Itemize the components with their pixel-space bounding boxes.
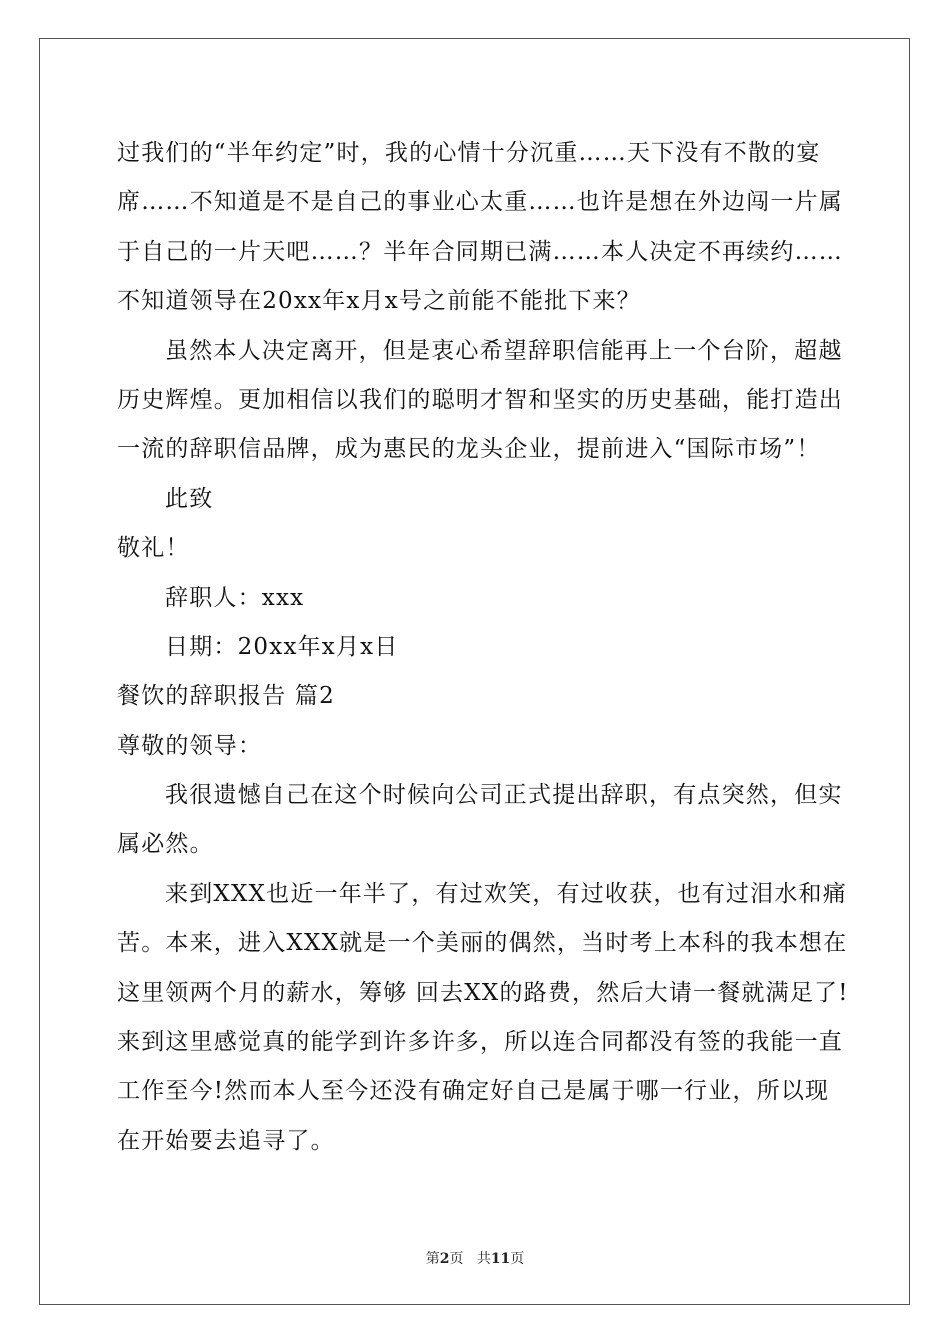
- text-line: 不知道领导在20xx年x月x号之前能不能批下来？: [117, 288, 641, 315]
- text-line: 在开始要去追寻了。: [117, 1127, 335, 1154]
- text-line: 敬礼！: [117, 535, 190, 562]
- text-line: 工作至今!然而本人至今还没有确定好自己是属于哪一行业，所以现: [117, 1078, 830, 1105]
- text-line: 餐饮的辞职报告 篇2: [117, 683, 335, 710]
- text-line: 我很遗憾自己在这个时候向公司正式提出辞职，有点突然，但实: [165, 782, 843, 809]
- text-line: 来到这里感觉真的能学到许多许多，所以连合同都没有签的我能一直: [117, 1029, 843, 1056]
- document-body: [117, 129, 849, 1166]
- text-line: 尊敬的领导：: [117, 732, 263, 759]
- text-line: 苦。本来，进入XXX就是一个美丽的偶然，当时考上本科的我本想在: [117, 930, 848, 957]
- text-line: 此致: [165, 485, 214, 512]
- text-line: 日期：20xx年x月x日: [165, 633, 399, 660]
- text-line: 历史辉煌。更加相信以我们的聪明才智和坚实的历史基础，能打造出: [117, 386, 843, 413]
- text-line: 过我们的“半年约定”时，我的心情十分沉重……天下没有不散的宴: [117, 140, 821, 166]
- text-line: 辞职人：xxx: [165, 584, 305, 611]
- text-line: 席……不知道是不是自己的事业心太重……也许是想在外边闯一片属: [117, 189, 843, 216]
- footer-total-pages: 11: [490, 1251, 511, 1267]
- text-line: 来到XXX也近一年半了，有过欢笑，有过收获，也有过泪水和痛: [165, 880, 847, 907]
- footer-total-suffix: 页: [510, 1251, 525, 1267]
- footer-page-number: 2: [439, 1251, 450, 1267]
- text-line: 这里领两个月的薪水，筹够 回去XX的路费，然后大请一餐就满足了!: [117, 979, 849, 1006]
- footer-prefix: 第: [425, 1251, 440, 1267]
- page-footer: [0, 1248, 950, 1268]
- text-line: 于自己的一片天吧……？半年合同期已满……本人决定不再续约……: [117, 238, 843, 265]
- footer-page-suffix: 页: [449, 1251, 464, 1267]
- text-line: 属必然。: [117, 831, 214, 858]
- text-line: 虽然本人决定离开，但是衷心希望辞职信能再上一个台阶，超越: [165, 337, 843, 364]
- text-line: 一流的辞职信品牌，成为惠民的龙头企业，提前进入“国际市场”！: [117, 436, 821, 463]
- footer-total-prefix: 共: [476, 1251, 491, 1267]
